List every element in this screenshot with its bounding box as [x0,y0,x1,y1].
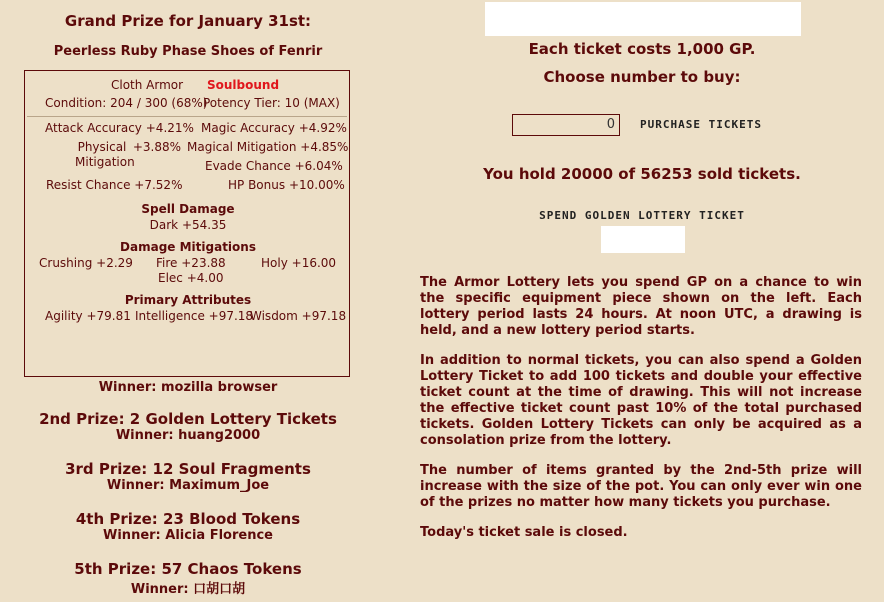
prize-winner: Winner: Alicia Florence [103,528,273,543]
stat-physical-mitigation: Physical Mitigation +3.88% [75,140,182,169]
ticket-quantity-input[interactable]: 0 [512,114,620,136]
prize-title: 2nd Prize: 2 Golden Lottery Tickets [39,410,337,428]
golden-ticket-input[interactable] [601,226,685,253]
stat-wisdom: Wisdom +97.18 [250,309,347,323]
ticket-cost-text: Each ticket costs 1,000 GP. [528,40,756,58]
prize-5th [0,560,376,597]
equipment-card [24,70,350,377]
stat-elec: Elec +4.00 [158,271,224,285]
stat-resist-chance: Resist Chance +7.52% [46,178,183,192]
stat-evade-chance: Evade Chance +6.04% [205,159,343,173]
grand-prize-winner: Winner: mozilla browser [98,380,278,395]
info-paragraph-1: The Armor Lottery lets you spend GP on a chance to win the specific equipment piece shown on the left. Each lottery period lasts 24 hours. At noon UTC, a drawing is held, and a new lottery period starts. [420,275,862,338]
stat-hp-bonus: HP Bonus +10.00% [228,178,345,192]
damage-mitigations-header: Damage Mitigations [120,240,256,254]
grand-prize-item-name: Peerless Ruby Phase Shoes of Fenrir [53,44,323,59]
info-paragraph-2: In addition to normal tickets, you can also spend a Golden Lottery Ticket to add 100 tickets and double your effective ticket count at the time of drawing. This will not increase the effective ticket count past 10% of the total purchased tickets. Golden Lottery Tickets can only be acquired as a consolation prize from the lottery. [420,353,862,448]
prize-winner: Winner: huang2000 [115,428,261,443]
prize-title: 3rd Prize: 12 Soul Fragments [65,460,311,478]
stat-fire: Fire +23.88 [156,256,226,270]
prize-winner: Winner: 口胡口胡 [130,582,246,597]
stat-agility: Agility +79.81 [45,309,131,323]
grand-prize-title: Grand Prize for January 31st: [64,12,312,30]
spend-golden-ticket-button[interactable]: SPEND GOLDEN LOTTERY TICKET [539,209,745,222]
primary-attributes-header: Primary Attributes [124,293,252,307]
info-paragraph-3: The number of items granted by the 2nd-5th prize will increase with the size of the pot. You can only ever win one of the prizes no matter how many tickets you purchase. [420,463,862,510]
equipment-type: Cloth Armor [111,78,184,92]
stat-crushing: Crushing +2.29 [39,256,133,270]
potency-text: Potency Tier: 10 (MAX) [203,96,340,110]
prize-title: 4th Prize: 23 Blood Tokens [75,510,301,528]
purchase-tickets-button[interactable]: PURCHASE TICKETS [640,118,762,131]
stat-dark-damage: Dark +54.35 [149,218,227,232]
card-divider [27,116,347,117]
prize-3rd [0,460,376,493]
stat-attack-accuracy: Attack Accuracy +4.21% [45,121,194,135]
prize-winner: Winner: Maximum_Joe [106,478,270,493]
tickets-held-text: You hold 20000 of 56253 sold tickets. [483,165,801,183]
prize-title: 5th Prize: 57 Chaos Tokens [74,560,302,578]
prize-4th [0,510,376,543]
condition-text: Condition: 204 / 300 (68%) [45,96,208,110]
stat-holy: Holy +16.00 [261,256,337,270]
spell-damage-header: Spell Damage [141,202,235,216]
stat-magical-mitigation: Magical Mitigation +4.85% [187,140,349,154]
stat-magic-accuracy: Magic Accuracy +4.92% [201,121,347,135]
prize-2nd [0,410,376,443]
soulbound-badge: Soulbound [207,78,280,92]
top-blank-panel [485,2,801,36]
choose-number-text: Choose number to buy: [543,68,741,86]
stat-intelligence: Intelligence +97.18 [135,309,254,323]
ticket-sale-status: Today's ticket sale is closed. [420,525,628,540]
